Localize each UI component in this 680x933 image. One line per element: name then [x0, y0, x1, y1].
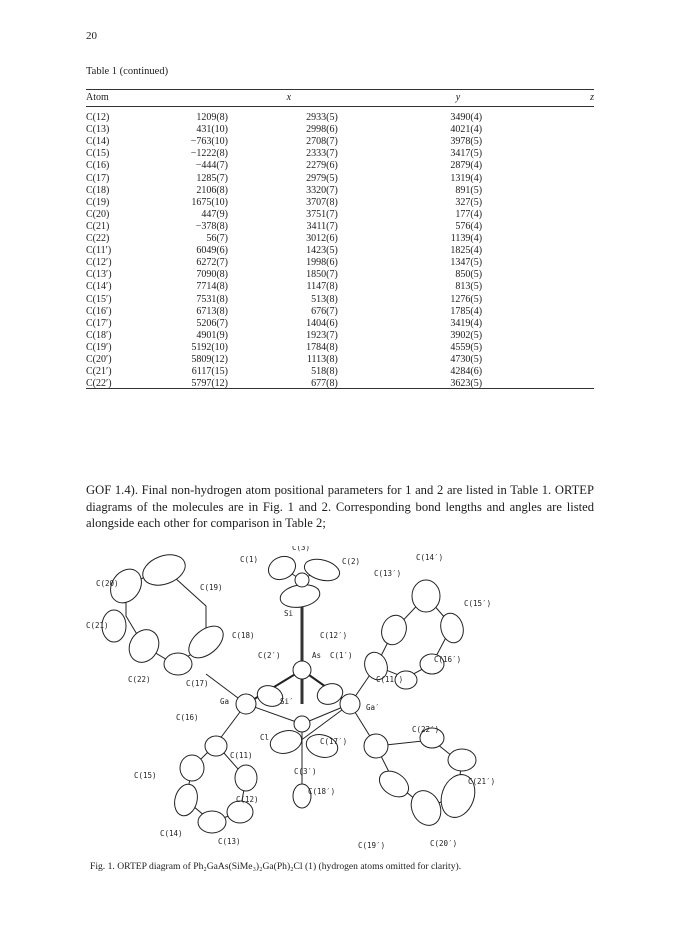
label-c21p: C(21′) [468, 777, 496, 786]
atom-cell: C(12′) [86, 257, 112, 269]
z-cell: 813(5) [455, 281, 483, 293]
z-cell: 3419(4) [450, 317, 483, 329]
figure-caption: Fig. 1. ORTEP diagram of Ph₂GaAs(SiMe₃)₂Ga(Ph)₂Cl (1) (hydrogen atoms omitted for clarity). [90, 861, 462, 872]
atom-cell: C(14′) [86, 281, 112, 293]
atom-cell: C(13′) [86, 269, 112, 281]
label-c18: C(18) [232, 631, 255, 640]
z-cell: 1347(5) [450, 257, 483, 269]
table-row [86, 221, 594, 233]
atom-cell: C(12) [86, 112, 110, 124]
header-y: y [455, 92, 461, 103]
y-cell: 3320(7) [306, 184, 338, 196]
label-c3p: C(3′) [294, 767, 317, 776]
table-row [86, 245, 594, 257]
z-cell: 3978(5) [450, 136, 483, 148]
z-cell: 177(4) [455, 208, 483, 220]
x-cell: −763(10) [190, 136, 228, 148]
label-c13: C(13) [218, 837, 241, 846]
label-c20p: C(20′) [430, 839, 458, 848]
x-cell: 447(9) [201, 208, 228, 220]
z-cell: 4559(5) [450, 341, 483, 353]
table-row [86, 378, 594, 390]
z-cell: 1319(4) [450, 172, 483, 184]
x-cell: 1285(7) [196, 172, 228, 184]
z-cell: 1139(4) [450, 233, 483, 245]
x-cell: 6713(8) [196, 305, 228, 317]
table-row [86, 173, 594, 185]
header-atom: Atom [86, 92, 109, 103]
z-cell: 891(5) [455, 184, 483, 196]
atom-cell: C(17) [86, 172, 110, 184]
y-cell: 513(8) [311, 293, 338, 305]
label-c14p: C(14′) [416, 553, 444, 562]
table-row [86, 197, 594, 209]
x-cell: 1675(10) [191, 196, 228, 208]
x-cell: 4901(9) [196, 329, 228, 341]
y-cell: 2333(7) [306, 148, 338, 160]
z-cell: 4284(6) [450, 366, 483, 378]
table-header-row [86, 92, 594, 108]
z-cell: 2879(4) [450, 160, 483, 172]
table-caption: Table 1 (continued) [86, 66, 169, 77]
label-c21: C(21) [86, 621, 109, 630]
table-row [86, 294, 594, 306]
atom-cell: C(15′) [86, 293, 112, 305]
label-c1p: C(1′) [330, 651, 353, 660]
y-cell: 1850(7) [306, 269, 338, 281]
label-c14: C(14) [160, 829, 183, 838]
z-cell: 576(4) [455, 220, 483, 232]
y-cell: 2998(6) [306, 124, 338, 136]
atom-cell: C(19) [86, 196, 110, 208]
y-cell: 3751(7) [306, 208, 338, 220]
atom-cell: C(21′) [86, 366, 112, 378]
label-c19: C(19) [200, 583, 223, 592]
label-c19p: C(19′) [358, 841, 386, 850]
table-row [86, 124, 594, 136]
label-c13p: C(13′) [374, 569, 402, 578]
y-cell: 1147(8) [306, 281, 338, 293]
z-cell: 3623(5) [450, 378, 483, 390]
table-row [86, 330, 594, 342]
table-row [86, 209, 594, 221]
table-row [86, 342, 594, 354]
label-si: Si [284, 609, 294, 618]
table-row [86, 281, 594, 293]
x-cell: −1222(8) [190, 148, 228, 160]
label-c18p: C(18′) [308, 787, 336, 796]
table-row [86, 148, 594, 160]
label-c22: C(22) [128, 675, 151, 684]
header-z: z [590, 92, 594, 103]
label-c2p: C(2′) [258, 651, 281, 660]
page-number: 20 [86, 30, 97, 42]
atom-cell: C(21) [86, 220, 110, 232]
table-row [86, 108, 594, 124]
table-row [86, 160, 594, 172]
x-cell: 56(7) [206, 233, 228, 245]
table-row [86, 136, 594, 148]
atom-cell: C(18′) [86, 329, 112, 341]
y-cell: 3707(8) [306, 196, 338, 208]
x-cell: 5809(12) [191, 353, 228, 365]
label-c1: C(1) [240, 555, 259, 564]
x-cell: 7090(8) [196, 269, 228, 281]
label-as: As [312, 651, 322, 660]
label-c16p: C(16′) [434, 655, 462, 664]
z-cell: 4021(4) [450, 124, 483, 136]
atom-cell: C(20) [86, 208, 110, 220]
z-cell: 4730(5) [450, 353, 483, 365]
label-c11p: C(11′) [376, 675, 404, 684]
label-c17p: C(17′) [320, 737, 348, 746]
z-cell: 3902(5) [450, 329, 483, 341]
label-si-prime: Si′ [280, 697, 294, 706]
label-c12: C(12) [236, 795, 259, 804]
label-c15: C(15) [134, 771, 157, 780]
z-cell: 1785(4) [450, 305, 483, 317]
table-row [86, 257, 594, 269]
x-cell: 7531(8) [196, 293, 228, 305]
label-c17: C(17) [186, 679, 209, 688]
atom-cell: C(16′) [86, 305, 112, 317]
x-cell: 5206(7) [196, 317, 228, 329]
y-cell: 1423(5) [306, 245, 338, 257]
atom-cell: C(16) [86, 160, 110, 172]
header-x: x [286, 92, 292, 103]
atom-cell: C(15) [86, 148, 110, 160]
table-row [86, 269, 594, 281]
x-cell: −378(8) [195, 220, 228, 232]
atom-cell: C(22) [86, 233, 110, 245]
y-cell: 2279(6) [306, 160, 338, 172]
atom-cell: C(13) [86, 124, 110, 136]
atom-cell: C(22′) [86, 378, 112, 390]
y-cell: 518(8) [311, 366, 338, 378]
x-cell: 431(10) [196, 124, 228, 136]
atom-cell: C(17′) [86, 317, 112, 329]
z-cell: 3490(4) [450, 112, 483, 124]
atom-cell: C(19′) [86, 341, 112, 353]
table-row [86, 306, 594, 318]
label-c2: C(2) [342, 557, 361, 566]
y-cell: 2933(5) [306, 112, 338, 124]
x-cell: 5192(10) [191, 341, 228, 353]
atom-cell: C(18) [86, 184, 110, 196]
y-cell: 2979(5) [306, 172, 338, 184]
ortep-diagram [86, 546, 594, 856]
label-c11: C(11) [230, 751, 253, 760]
label-ga: Ga [220, 697, 230, 706]
y-cell: 2708(7) [306, 136, 338, 148]
label-ga-prime: Ga′ [366, 703, 380, 712]
z-cell: 1825(4) [450, 245, 483, 257]
label-cl: Cl [260, 733, 270, 742]
label-c15p: C(15′) [464, 599, 492, 608]
table-top-rule [86, 89, 594, 90]
table-row [86, 366, 594, 378]
atom-cell: C(14) [86, 136, 110, 148]
body-paragraph: GOF 1.4). Final non-hydrogen atom positional parameters for 1 and 2 are listed in Table 1. ORTEP diagrams of the molecules are in Fig. 1 and 2. Corresponding bond lengths and angles are listed alongside each other for comparison in Table 2; [86, 483, 594, 530]
label-c3: C(3) [292, 546, 311, 552]
x-cell: 6049(6) [196, 245, 228, 257]
y-cell: 3411(7) [306, 220, 338, 232]
y-cell: 1113(8) [306, 353, 338, 365]
y-cell: 677(8) [311, 378, 338, 390]
label-c20: C(20) [96, 579, 119, 588]
y-cell: 676(7) [311, 305, 338, 317]
z-cell: 1276(5) [450, 293, 483, 305]
x-cell: 5797(12) [191, 378, 228, 390]
z-cell: 850(5) [455, 269, 483, 281]
y-cell: 1998(6) [306, 257, 338, 269]
z-cell: 3417(5) [450, 148, 483, 160]
y-cell: 3012(6) [306, 233, 338, 245]
table-row [86, 354, 594, 366]
x-cell: 6272(7) [196, 257, 228, 269]
x-cell: 1209(8) [196, 112, 228, 124]
z-cell: 327(5) [455, 196, 483, 208]
y-cell: 1784(8) [306, 341, 338, 353]
label-c22p: C(22′) [412, 725, 440, 734]
x-cell: 2106(8) [196, 184, 228, 196]
table-row [86, 185, 594, 197]
atom-cell: C(20′) [86, 353, 112, 365]
x-cell: −444(7) [195, 160, 228, 172]
x-cell: 6117(15) [191, 366, 228, 378]
label-c12p: C(12′) [320, 631, 348, 640]
table-row [86, 318, 594, 330]
y-cell: 1923(7) [306, 329, 338, 341]
x-cell: 7714(8) [196, 281, 228, 293]
label-c16: C(16) [176, 713, 199, 722]
atom-cell: C(11′) [86, 245, 112, 257]
y-cell: 1404(6) [306, 317, 338, 329]
table-row [86, 233, 594, 245]
atom-coordinates-table [86, 92, 594, 390]
